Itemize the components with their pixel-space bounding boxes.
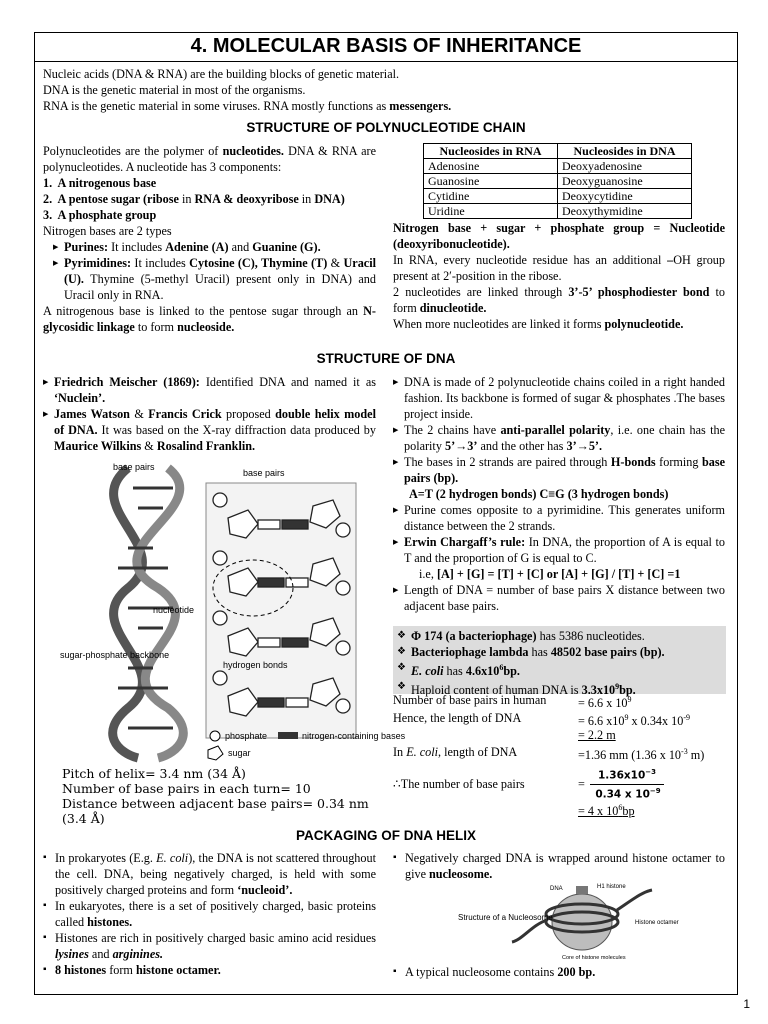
polynucleotide-text: Polynucleotides are the polymer of nucleotides. DNA & RNA are polynucleotides. A nucleotide has 3 components: 1. A nitrogenous base 2. A pentose sugar (ribose in RNA & deoxyribose in DNA) 3. A phosphate group Nitrogen bases are 2 types ▶ Purines: It includes Adenine (A) and Guanine (G). ▶ Pyrimidines: It includes Cytosine (C), Thymine (T) & Uracil (U). Thymine (5-methyl Uracil) present only in DNA) and Uracil only in RNA. A nitrogenous base is linked to the pentose sugar through an N-glycosidic linkage to form nucleoside.	[43, 143, 376, 335]
nucleoside-table	[423, 143, 692, 219]
table-row: Cytidine Deoxycytidine	[424, 189, 692, 204]
caption-distance: Distance between adjacent base pairs= 0.34 nm (3.4 Å)	[62, 796, 369, 826]
fraction-denominator: 0.34 x $10^{-9}$	[595, 787, 661, 801]
label-core: Core of histone molecules	[562, 955, 626, 961]
dna-history: ▶ Friedrich Meischer (1869): Identified DNA and named it as ‘Nuclein’. ▶ James Watson & Francis Crick proposed double helix model of DNA. It was based on the X-ray diffraction data produced by Maurice Wilkins & Rosalind Franklin.	[43, 374, 376, 454]
table-row: Uridine Deoxythymidine	[424, 204, 692, 219]
label-backbone: sugar-phosphate backbone	[60, 650, 170, 660]
section-heading-dna: STRUCTURE OF DNA	[316, 351, 456, 366]
table-row: Guanosine Deoxyguanosine	[424, 174, 692, 189]
calc-label-ecoli: In E. coli, length of DNA	[393, 745, 518, 759]
table-header: Nucleosides in DNA	[558, 144, 692, 159]
dna-double-helix-diagram	[58, 458, 406, 758]
label-dna: DNA	[550, 886, 563, 892]
legend-sugar: sugar	[228, 748, 251, 758]
table-header: Nucleosides in RNA	[424, 144, 558, 159]
legend-phosphate: phosphate	[225, 731, 268, 741]
intro-line-2: DNA is the genetic material in most of the organisms.	[43, 83, 306, 97]
intro	[43, 66, 733, 114]
caption-base-pairs: Number of base pairs in each turn= 10	[62, 781, 311, 796]
calc-value-length: = 6.6 $x10^9$ x 0.34x $10^{-9}$	[578, 713, 690, 729]
page-number: 1	[743, 997, 750, 1011]
packaging-right: ▪ Negatively charged DNA is wrapped around histone octamer to give nucleosome.	[393, 850, 725, 882]
legend-bases: nitrogen-containing bases	[302, 731, 406, 741]
nucleosome-diagram	[452, 880, 692, 960]
calc-value-human: = 6.6 x $10^9$	[578, 695, 632, 711]
section-heading-polynucleotide: STRUCTURE OF POLYNUCLEOTIDE CHAIN	[246, 120, 526, 135]
calc-equals: =	[578, 777, 585, 791]
diagram-captions	[62, 766, 382, 826]
label-nucleotide: nucleotide	[153, 605, 195, 615]
intro-line-3: RNA is the genetic material in some viruses. RNA mostly functions as messengers.	[43, 99, 452, 113]
table-row: Adenosine Deoxyadenosine	[424, 159, 692, 174]
packaging-left: ▪ In prokaryotes (E.g. E. coli), the DNA is not scattered throughout the cell. DNA, being negatively charged, is held with some positively charged proteins and form ‘nucleoid’. ▪ In eukaryotes, there is a set of positively charged, basic proteins called histones. ▪ Histones are rich in positively charged basic amino acid residues lysines and arginines. ▪ 8 histones form histone octamer.	[43, 850, 376, 978]
calc-value-ecoli: =1.36 mm (1.36 x $10^{-3}$ m)	[578, 747, 705, 763]
nucleoside-table-wrap	[423, 143, 692, 219]
nucleosome-title: Structure of a Nucleosome	[458, 913, 553, 922]
calc-label-length: Hence, the length of DNA	[393, 711, 522, 725]
fraction-numerator: $1.36x10^{-3}$	[590, 764, 664, 785]
nucleosome-svg	[452, 880, 692, 960]
section-heading-packaging: PACKAGING OF DNA HELIX	[295, 828, 476, 843]
packaging-right-2: ▪ A typical nucleosome contains 200 bp.	[393, 964, 725, 980]
page-title: 4. MOLECULAR BASIS OF INHERITANCE	[34, 32, 738, 62]
nucleotide-text: Nitrogen base + sugar + phosphate group = Nucleotide (deoxyribonucleotide). In RNA, every nucleotide residue has an additional –OH group present at 2′-position in the ribose. 2 nucleotides are linked through 3’-5’ phosphodiester bond to form dinucleotide. When more nucleotides are linked it forms polynucleotide.	[393, 221, 725, 331]
dna-facts: ▶ DNA is made of 2 polynucleotide chains coiled in a right handed fashion. Its backbone is formed of sugar & phosphates .The bases project inside. ▶ The 2 chains have anti-parallel polarity, i.e. one chain has the polarity 5’→3’ and the other has 3’→5’. ▶ The bases in 2 strands are paired through H-bonds forming base pairs (bp). A=T (2 hydrogen bonds) C≡G (3 hydrogen bonds) ▶ Purine comes opposite to a pyrimidine. This generates uniform distance between the 2 strands. ▶ Erwin Chargaff’s rule: In DNA, the proportion of A is equal to T and the proportion of G is equal to C. i.e, [A] + [G] = [T] + [C] or [A] + [G] / [T] + [C] =1 ▶ Length of DNA = number of base pairs X distance between two adjacent base pairs.	[393, 374, 725, 614]
calc-result-length: = 2.2 m	[578, 728, 616, 742]
caption-pitch: Pitch of helix= 3.4 nm (34 Å)	[62, 766, 246, 781]
examples-box: ❖ Φ 174 (a bacteriophage) has 5386 nucleotides. ❖ Bacteriophage lambda has 48502 base pairs (bp). ❖ E. coli has $4.6x10^6bp$. ❖ Haploid content of human DNA is $3.3x10^9bp$.	[393, 626, 726, 694]
label-base-pairs: base pairs	[113, 462, 155, 472]
double-helix-svg	[58, 458, 406, 758]
intro-line-1: Nucleic acids (DNA & RNA) are the building blocks of genetic material.	[43, 67, 400, 81]
calc-result-base-pairs: = 4 x $10^6bp$	[578, 803, 635, 819]
calc-label-base-pairs: ∴The number of base pairs	[393, 777, 525, 791]
label-h1-histone: H1 histone	[597, 884, 626, 890]
calc-label-human: Number of base pairs in human	[393, 693, 547, 707]
label-hydrogen-bonds: hydrogen bonds	[223, 660, 288, 670]
label-base-pairs: base pairs	[243, 468, 285, 478]
label-histone-octamer: Histone octamer	[635, 920, 679, 926]
